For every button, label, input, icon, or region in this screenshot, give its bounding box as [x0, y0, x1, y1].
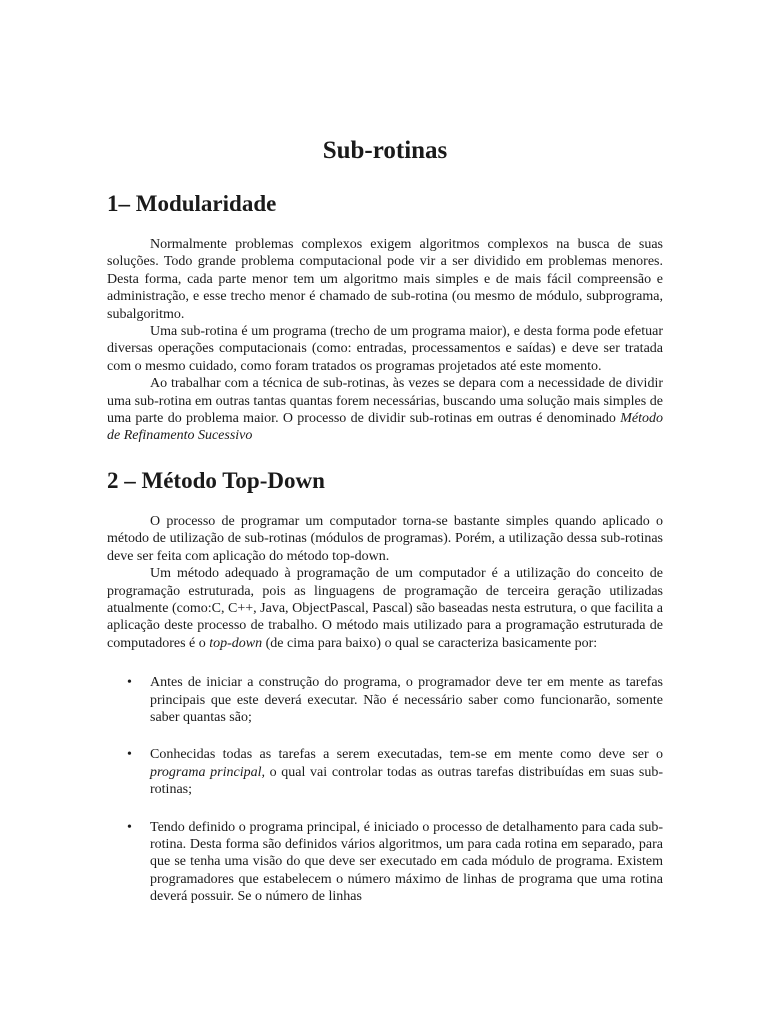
bullet-text: Tendo definido o programa principal, é iniciado o processo de detalhamento para cada sub-rotina. Desta forma são definidos vários algoritmos, um para cada rotina em separado, para que se tenha uma visão do que deve ser executado em cada módulo de programa. Existem programadores que estabelecem o número máximo de linhas de programa que uma rotina deverá possuir. Se o número de linhas — [150, 819, 663, 905]
paragraph-text: Ao trabalhar com a técnica de sub-rotinas, às vezes se depara com a necessidade de dividir uma sub-rotina em outras tantas quantas forem necessárias, buscando uma solução mais simples de uma parte do problema maior. O processo de dividir sub-rotinas em outras é denominado — [107, 376, 663, 427]
paragraph-text: Um método adequado à programação de um computador é a utilização do conceito de programação estruturada, pois as linguagens de programação de terceira geração utilizadas atualmente (como:C, C++, Java, ObjectPascal, Pascal) são baseadas nesta estrutura, o que facilita a aplicação deste processo de trabalho. O método mais utilizado para a programação estruturada de computadores é o — [107, 566, 663, 651]
paragraph-text: (de cima para baixo) o qual se caracteriza basicamente por: — [262, 635, 598, 651]
page-title: Sub-rotinas — [322, 137, 448, 164]
paragraph: Uma sub-rotina é um programa (trecho de um programa maior), e desta forma pode efetuar diversas operações computacionais (como: entradas, processamentos e saídas) e deve ser tratada com o mesmo cuidado, como foram tratados os programas projetados até este momento. — [107, 324, 663, 374]
page-content — [107, 134, 663, 926]
section-heading-top-down: 2 – Método Top-Down — [107, 467, 325, 493]
bullet-icon: • — [127, 675, 132, 691]
bullet-icon: • — [127, 819, 132, 835]
section-heading-modularidade: 1– Modularidade — [107, 191, 277, 216]
bullet-text: Conhecidas todas as tarefas a serem executadas, tem-se em mente como deve ser o — [150, 747, 663, 763]
bullet-item — [107, 819, 663, 906]
bullet-list — [107, 674, 663, 905]
bullet-text: Antes de iniciar a construção do programa, o programador deve ter em mente as tarefas principais que este deverá executar. Não é necessário saber como funcionarão, somente saber quantas são; — [150, 675, 663, 725]
bullet-item — [107, 674, 663, 726]
paragraph — [107, 375, 663, 445]
italic-term: Método de Refinamento Sucessivo — [107, 411, 663, 444]
paragraph: Normalmente problemas complexos exigem algoritmos complexos na busca de suas soluções. Todo grande problema computacional pode vir a ser dividido em problemas menores. Desta forma, cada parte menor tem um algoritmo mais simples e de mais fácil compreensão e administração, e esse trecho menor é chamado de sub-rotina (ou mesmo de módulo, subprograma, subalgoritmo. — [107, 237, 663, 322]
bullet-text: o qual vai controlar todas as outras tarefas distribuídas em suas sub-rotinas; — [150, 764, 663, 798]
bullet-icon: • — [127, 747, 132, 763]
italic-term: programa principal, — [150, 764, 265, 780]
italic-term: top-down — [209, 635, 263, 651]
bullet-item — [107, 746, 663, 798]
paragraph — [107, 565, 663, 652]
paragraph: O processo de programar um computador torna-se bastante simples quando aplicado o método de utilização de sub-rotinas (módulos de programas). Porém, a utilização dessa sub-rotinas deve ser feita com aplicação do método top-down. — [107, 513, 663, 564]
